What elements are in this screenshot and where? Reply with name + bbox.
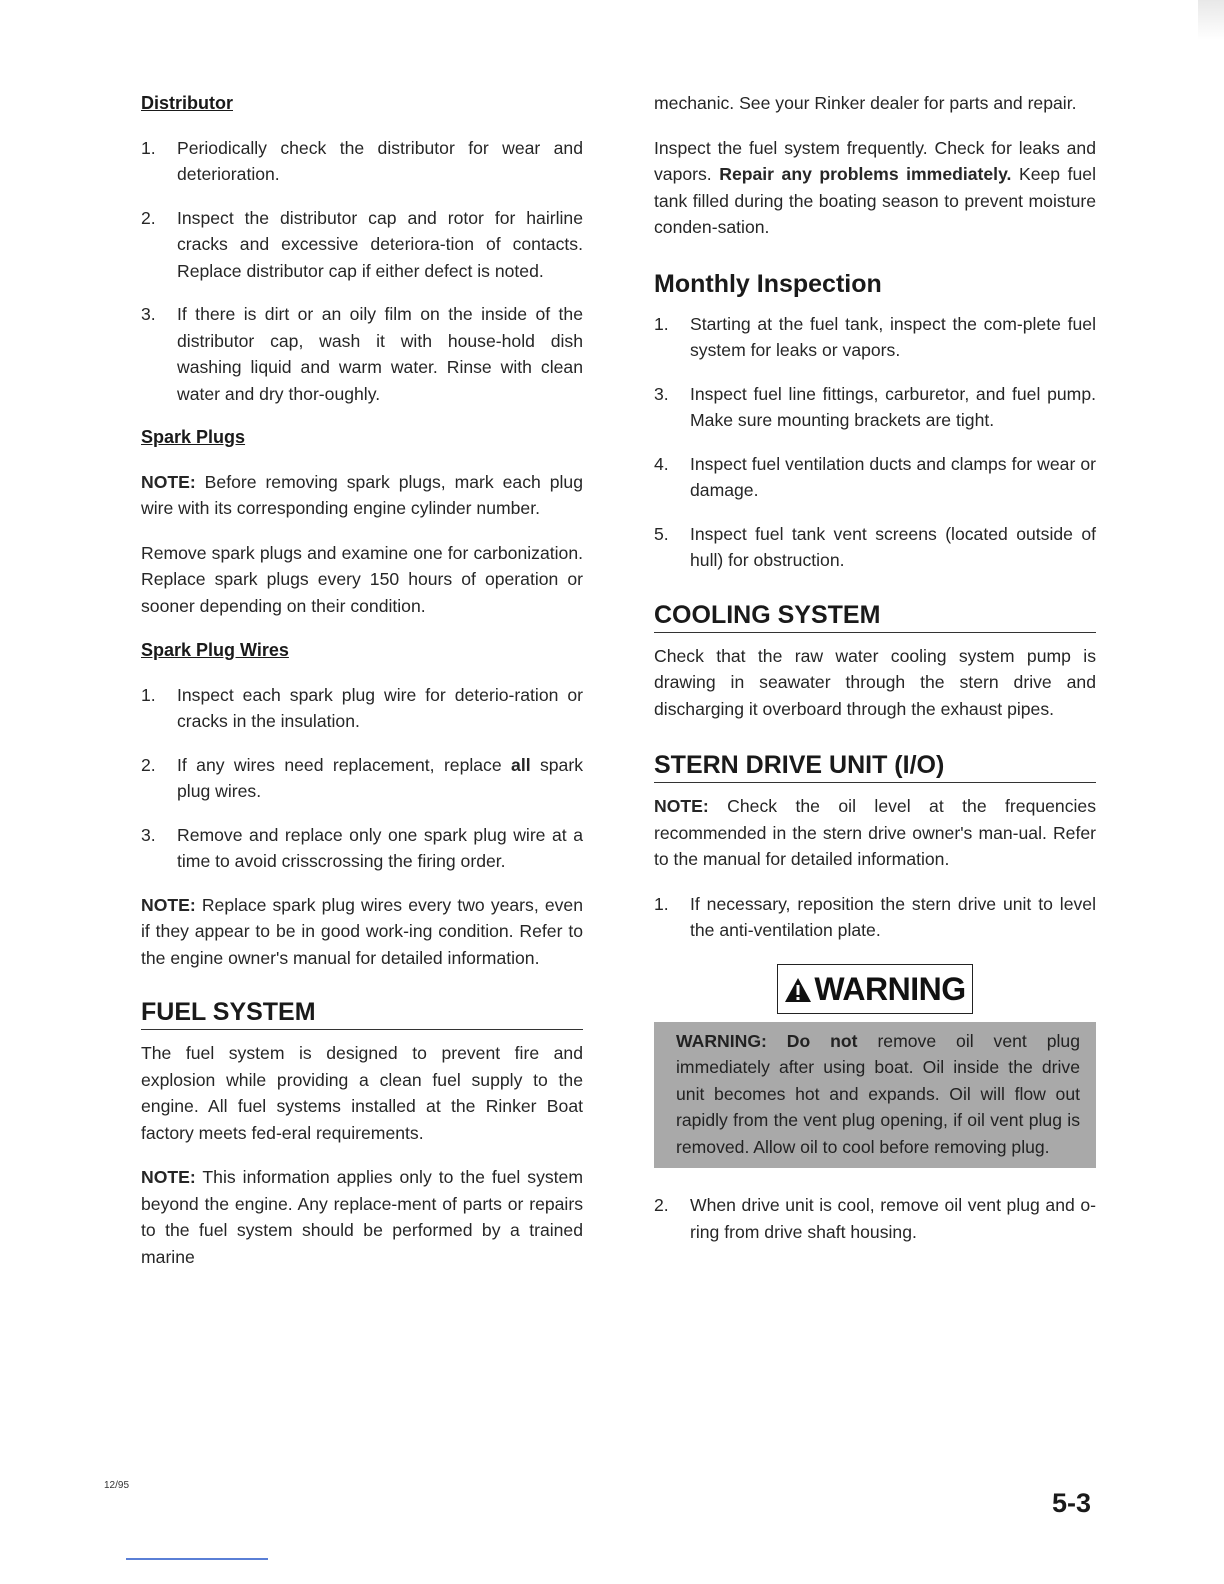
list-text: Inspect the distributor cap and rotor for hairline cracks and excessive deteriora-tion of contacts. Replace distributor cap if either defect is noted.: [177, 207, 583, 281]
list-text: Inspect fuel line fittings, carburetor, and fuel pump. Make sure mounting brackets are tight.: [690, 383, 1096, 430]
warning-badge-text: WARNING: [814, 970, 966, 1007]
list-number: 1.: [141, 684, 156, 705]
stern-drive-heading: STERN DRIVE UNIT (I/O): [654, 750, 1096, 783]
list-text: Starting at the fuel tank, inspect the com-plete fuel system for leaks or vapors.: [690, 313, 1096, 360]
emphasis-text: all: [511, 754, 531, 775]
fuel-system-paragraph: The fuel system is designed to prevent fire and explosion while providing a clean fuel supply to the engine. All fuel systems installed at the Rinker Boat factory meets fed-eral requirements.: [141, 1043, 583, 1143]
fuel-continued-paragraph: mechanic. See your Rinker dealer for parts and repair.: [654, 93, 1077, 113]
list-number: 1.: [654, 893, 669, 914]
warning-label: WARNING: Do not: [676, 1030, 858, 1051]
warning-triangle-icon: [784, 977, 812, 1003]
list-item: [654, 381, 1096, 434]
spark-plugs-note: [141, 469, 583, 522]
monthly-inspection-heading: Monthly Inspection: [654, 269, 882, 298]
list-number: 2.: [141, 754, 156, 775]
list-item: [141, 301, 583, 407]
list-text: Periodically check the distributor for wear and deterioration.: [177, 137, 583, 184]
page-number: 5-3: [1052, 1488, 1092, 1518]
list-text: Inspect each spark plug wire for deterio-ration or cracks in the insulation.: [177, 684, 583, 731]
list-text: Inspect fuel ventilation ducts and clamps for wear or damage.: [690, 453, 1096, 500]
fuel-system-note: [141, 1164, 583, 1270]
list-item: [654, 1192, 1096, 1245]
list-number: 1.: [141, 137, 156, 158]
note-text: Replace spark plug wires every two years, even if they appear to be in good work-ing condition. Refer to the engine owner's manual for detailed information.: [141, 894, 583, 968]
distributor-list: [141, 135, 583, 408]
fuel-system-heading: FUEL SYSTEM: [141, 997, 583, 1030]
list-item: [654, 521, 1096, 574]
note-label: NOTE:: [654, 796, 709, 816]
list-number: 1.: [654, 313, 669, 334]
list-text: Remove and replace only one spark plug wire at a time to avoid crisscrossing the firing order.: [177, 824, 583, 871]
list-item: [141, 822, 583, 875]
scan-edge-shadow: [1198, 0, 1224, 40]
distributor-heading: Distributor: [141, 93, 233, 113]
list-number: 3.: [141, 824, 156, 845]
spark-plug-wires-list: [141, 682, 583, 875]
note-label: NOTE:: [141, 894, 196, 915]
list-item: [654, 311, 1096, 364]
note-text: This information applies only to the fuel system beyond the engine. Any replace-ment of parts or repairs to the fuel system should be performed by a trained marine: [141, 1167, 583, 1267]
date-code: 12/95: [104, 1480, 130, 1491]
spark-plugs-paragraph: Remove spark plugs and examine one for carbonization. Replace spark plugs every 150 hours of operation or sooner depending on their condition.: [141, 542, 583, 616]
list-item: [141, 205, 583, 285]
emphasis-text: Repair any problems immediately.: [719, 164, 1012, 184]
note-text: Before removing spark plugs, mark each plug wire with its corresponding engine cylinder number.: [141, 471, 583, 518]
list-item: [141, 752, 583, 805]
warning-box: [654, 1022, 1096, 1169]
fuel-inspect-paragraph: [654, 135, 1096, 241]
stern-drive-list: [654, 891, 1096, 944]
cooling-system-paragraph: Check that the raw water cooling system pump is drawing in seawater through the stern drive and discharging it overboard through the exhaust pipes.: [654, 645, 1096, 719]
list-text: If any wires need replacement, replace: [177, 754, 512, 775]
list-item: [654, 891, 1096, 944]
left-column: [141, 90, 583, 1288]
list-number: 5.: [654, 523, 669, 544]
cooling-system-heading: COOLING SYSTEM: [654, 600, 1096, 633]
list-text: When drive unit is cool, remove oil vent plug and o-ring from drive shaft housing.: [690, 1195, 1096, 1242]
warning-text: remove oil vent plug immediately after using boat. Oil inside the drive unit becomes hot and expands. Oil will flow out rapidly from the vent plug opening, if oil vent plug is removed. Allow oil to cool before removing plug.: [676, 1030, 1080, 1157]
list-number: 4.: [654, 453, 669, 474]
monthly-inspection-list: [654, 311, 1096, 574]
note-label: NOTE:: [141, 1167, 196, 1187]
list-number: 3.: [654, 383, 669, 404]
spark-plugs-heading: Spark Plugs: [141, 427, 246, 447]
warning-badge-wrap: [654, 964, 1096, 1014]
list-text: Inspect fuel tank vent screens (located outside of hull) for obstruction.: [690, 523, 1096, 570]
list-number: 3.: [141, 304, 156, 324]
note-label: NOTE:: [141, 471, 196, 492]
list-item: [141, 135, 583, 188]
spark-plug-wires-note: [141, 892, 583, 972]
list-text: If there is dirt or an oily film on the inside of the distributor cap, wash it with house-hold dish washing liquid and warm water. Rinse with clean water and dry thor-oughly.: [177, 304, 583, 404]
stern-drive-note: [654, 793, 1096, 873]
spark-plug-wires-heading: Spark Plug Wires: [141, 640, 289, 660]
body-text: Keep fuel tank filled during the boating season to prevent moisture conden-sation.: [654, 164, 1096, 237]
note-text: Check the oil level at the frequencies recommended in the stern drive owner's man-ual. Refer to the manual for detailed information.: [654, 796, 1096, 869]
warning-badge: [777, 964, 972, 1014]
body-text: Inspect the fuel system frequently. Check for leaks and vapors.: [654, 137, 1096, 184]
bottom-rule: [126, 1558, 268, 1560]
list-text: If necessary, reposition the stern drive unit to level the anti-ventilation plate.: [690, 893, 1096, 940]
stern-drive-list-continued: [654, 1192, 1096, 1245]
list-item: [141, 682, 583, 735]
list-number: 2.: [654, 1195, 669, 1215]
list-text: spark plug wires.: [177, 754, 583, 801]
list-item: [654, 451, 1096, 504]
list-number: 2.: [141, 207, 156, 228]
right-column: [654, 90, 1096, 1262]
